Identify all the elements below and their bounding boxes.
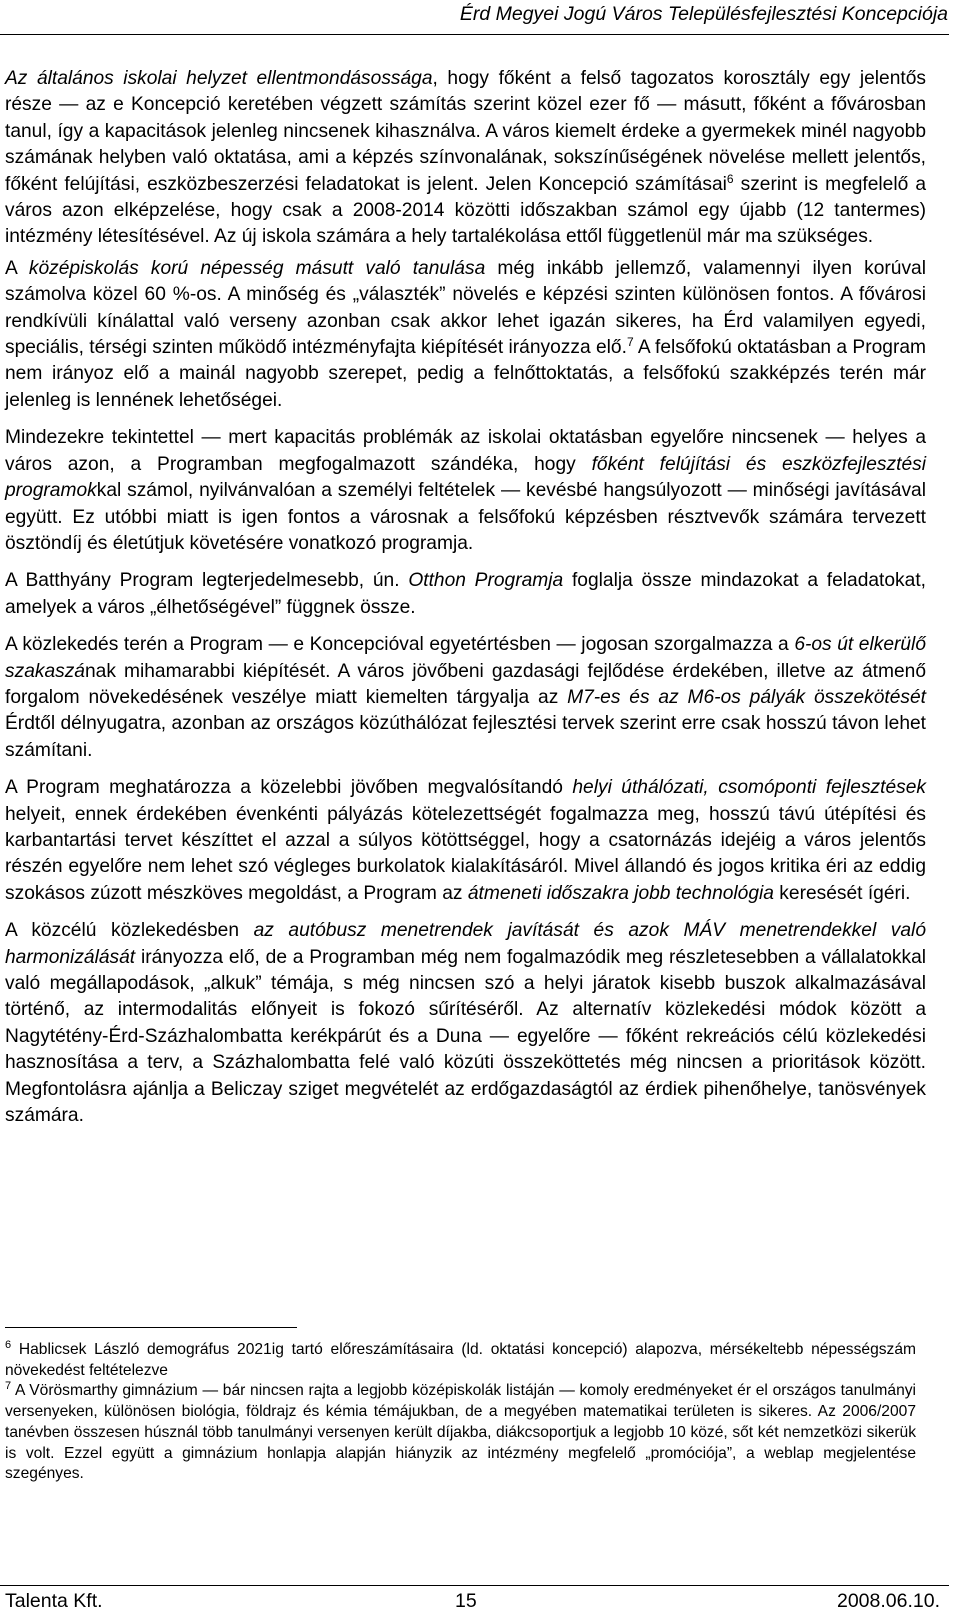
footnote-number: 7	[5, 1380, 12, 1393]
footnote-text: Hablicsek László demográfus 2021ig tartó előreszámításaira (ld. oktatási koncepció) alapozva, mérsékeltebb népességszám növekedést feltételezve	[5, 1341, 916, 1379]
emphasis: M7-es és az M6-os pályák összekötését	[567, 686, 926, 708]
paragraph-capacity	[5, 425, 926, 557]
emphasis: középiskolás korú népesség másutt való tanulása	[28, 257, 486, 279]
footnote-6	[5, 1340, 916, 1381]
text-run: keresését ígéri.	[773, 882, 911, 904]
footnote-ref-7[interactable]: 7	[626, 335, 634, 350]
emphasis: Otthon Programja	[408, 570, 564, 592]
text-run: A felsőfokú oktatásban a Program nem irányoz elő a mainál nagyobb szerepet, pedig a felnőttoktatás, a felsőfokú szakképzés terén már jelenleg is lennének lehetőségei.	[5, 337, 926, 411]
footnote-separator	[5, 1327, 297, 1328]
emphasis: Az általános iskolai helyzet ellentmondásossága	[5, 68, 433, 89]
emphasis: az autóbusz menetrendek javítását és azok MÁV menetrendekkel való harmonizálását	[5, 920, 926, 968]
paragraph-secondary-school	[5, 256, 926, 414]
footnote-text: A Vörösmarthy gimnázium — bár nincsen rajta a legjobb középiskolák listáján — komoly eredményeket ér el országos tanulmányi versenyeken, különösen biológia, földrajz és kémia témájukban, de a megyében matematikai területen is sikeres. Az 2006/2007 tanévben összesen húsznál több tanulmányi versenyen került díjakba, diákcsoportjuk a legjobb 10 közé, sőt két nemzetközi sikerük is volt. Ezzel együtt a gimnázium honlapja alapján hiányzik az intézmény megfelelő „promóciója”, a weblap megjelentése szegényes.	[5, 1382, 916, 1483]
emphasis: 6-os út elkerülő szakaszá	[5, 634, 926, 682]
text-run: nak mihamarabbi kiépítését. A város jövőbeni gazdasági fejlődése érdekében, illetve az átmenő forgalom növekedésének veszélye miatt kiemelten tárgyalja az	[5, 660, 926, 708]
text-run: A közcélú közlekedésben	[5, 920, 254, 942]
text-run: A	[5, 257, 29, 279]
footnotes	[5, 1340, 916, 1485]
text-run: irányozza elő, de a Programban még nem fogalmazódik meg részletesebben a vállalatokkal való megállapodások, „alkuk” témája, s még nincsen szó a helyi járatok kisebb buszok alkalmazásával történő, az intermodalitás előnyeit is fokozó sűrítéséről. Az alternatív közlekedési módok között a Nagytétény-Érd-Százhalombatta kerékpárút és a Duna — egyelőre — főként rekreációs célú közlekedési hasznosítása a terv, a Százhalombatta felé való közúti összeköttetés még nincsen a prioritások között. Megfontolásra ajánlja a Beliczay sziget megvételét az erdőgazdaságtól az érdiek pihenőhelye, tanösvények számára.	[5, 946, 926, 1127]
paragraph-public-transport	[5, 918, 926, 1129]
text-run: A Program meghatározza a közelebbi jövőben megvalósítandó	[5, 777, 573, 799]
text-run: A Batthyány Program legterjedelmesebb, ún.	[5, 570, 409, 592]
footer-company: Talenta Kft.	[5, 1590, 103, 1612]
footnote-7	[5, 1381, 916, 1485]
footnote-number: 6	[5, 1339, 12, 1351]
text-run: helyeit, ennek érdekében évenkénti pályázás kötelezettségét fogalmazza meg, hosszú távú útépítési és karbantartási tervet készíttet el azzal a súlyos kötöttséggel, hogy a csatornázás idejéig a város jelentős részén egyelőre nem lehet szó végleges burkolatok kialakításáról. Mivel állandó és jogos kritika éri az eddig szokásos zúzott mészköves megoldást, a Program az	[5, 803, 926, 904]
footer-rule	[0, 1585, 949, 1586]
page-number: 15	[455, 1590, 477, 1612]
text-run: foglalja össze mindazokat a feladatokat, amelyek a város „élhetőségével” függnek össze.	[5, 570, 926, 618]
footer-date: 2008.06.10.	[836, 1590, 940, 1612]
paragraph-general-school	[5, 66, 926, 251]
paragraph-transport	[5, 632, 926, 764]
header-rule	[0, 34, 949, 35]
text-run: szerint is megfelelő a város azon elképzelése, hogy csak a 2008-2014 közötti időszakban számol egy újabb (12 tantermes) intézmény létesítésével. Az új iskola számára a hely tartalékolása ettől függetlenül már ma szükséges.	[5, 173, 926, 248]
paragraph-otthon-program	[5, 568, 926, 621]
text-run: A közlekedés terén a Program — e Koncepcióval egyetértésben — jogosan szorgalmazza a	[5, 634, 795, 656]
text-run: még inkább jellemző, valamennyi ilyen korúval számolva közel 60 %-os. A minőség és „választék” növelés e képzési szinten különösen fontos. A fővárosi rendkívüli kínálattal való verseny azonban csak akkor lehet igazán sikeres, ha Érd valamilyen egyedi, speciális, térségi szinten működő intézményfajta kiépítését irányozza elő.	[5, 257, 926, 359]
text-run: , hogy főként a felső tagozatos korosztály egy jelentős része — az e Koncepció keretében végzett számítás szerint közel ezer fő — másutt, főként a fővárosban tanul, így a kapacitások jelenleg nincsenek kihasználva. A város kiemelt érdeke a gyermekek minél nagyobb számának helyben való oktatása, ami a képzés színvonalának, sokszínűségének növelése mellett jelentős, főként felújítási, eszközbeszerzési feladatokat is jelent. Jelen Koncepció számításai	[5, 68, 926, 195]
body-text	[5, 66, 926, 1140]
footnote-ref-6[interactable]: 6	[726, 171, 734, 186]
text-run: Mindezekre tekintettel — mert kapacitás problémák az iskolai oktatásban egyelőre nincsenek — helyes a város azon, a Programban megfogalmazott szándéka, hogy	[5, 427, 926, 475]
emphasis: főként felújítási és eszközfejlesztési programok	[5, 453, 926, 502]
text-run: kal számol, nyilvánvalóan a személyi feltételek — kevésbé hangsúlyozott — minőségi javításával együtt. Ez utóbbi miatt is igen fontos a városnak a felsőfokú képzésben résztvevők számára tervezett ösztöndíj és életútjuk követésére vonatkozó programja.	[5, 480, 926, 554]
emphasis: átmeneti időszakra jobb technológia	[467, 882, 774, 904]
text-run: Érdtől délnyugatra, azonban az országos közúthálózat fejlesztési tervek szerint erre csak hosszú távon lehet számítani.	[5, 713, 926, 761]
paragraph-road-network	[5, 775, 926, 907]
running-header: Érd Megyei Jogú Város Településfejlesztési Koncepciója	[459, 3, 948, 25]
emphasis: helyi úthálózati, csomóponti fejlesztések	[572, 777, 926, 799]
